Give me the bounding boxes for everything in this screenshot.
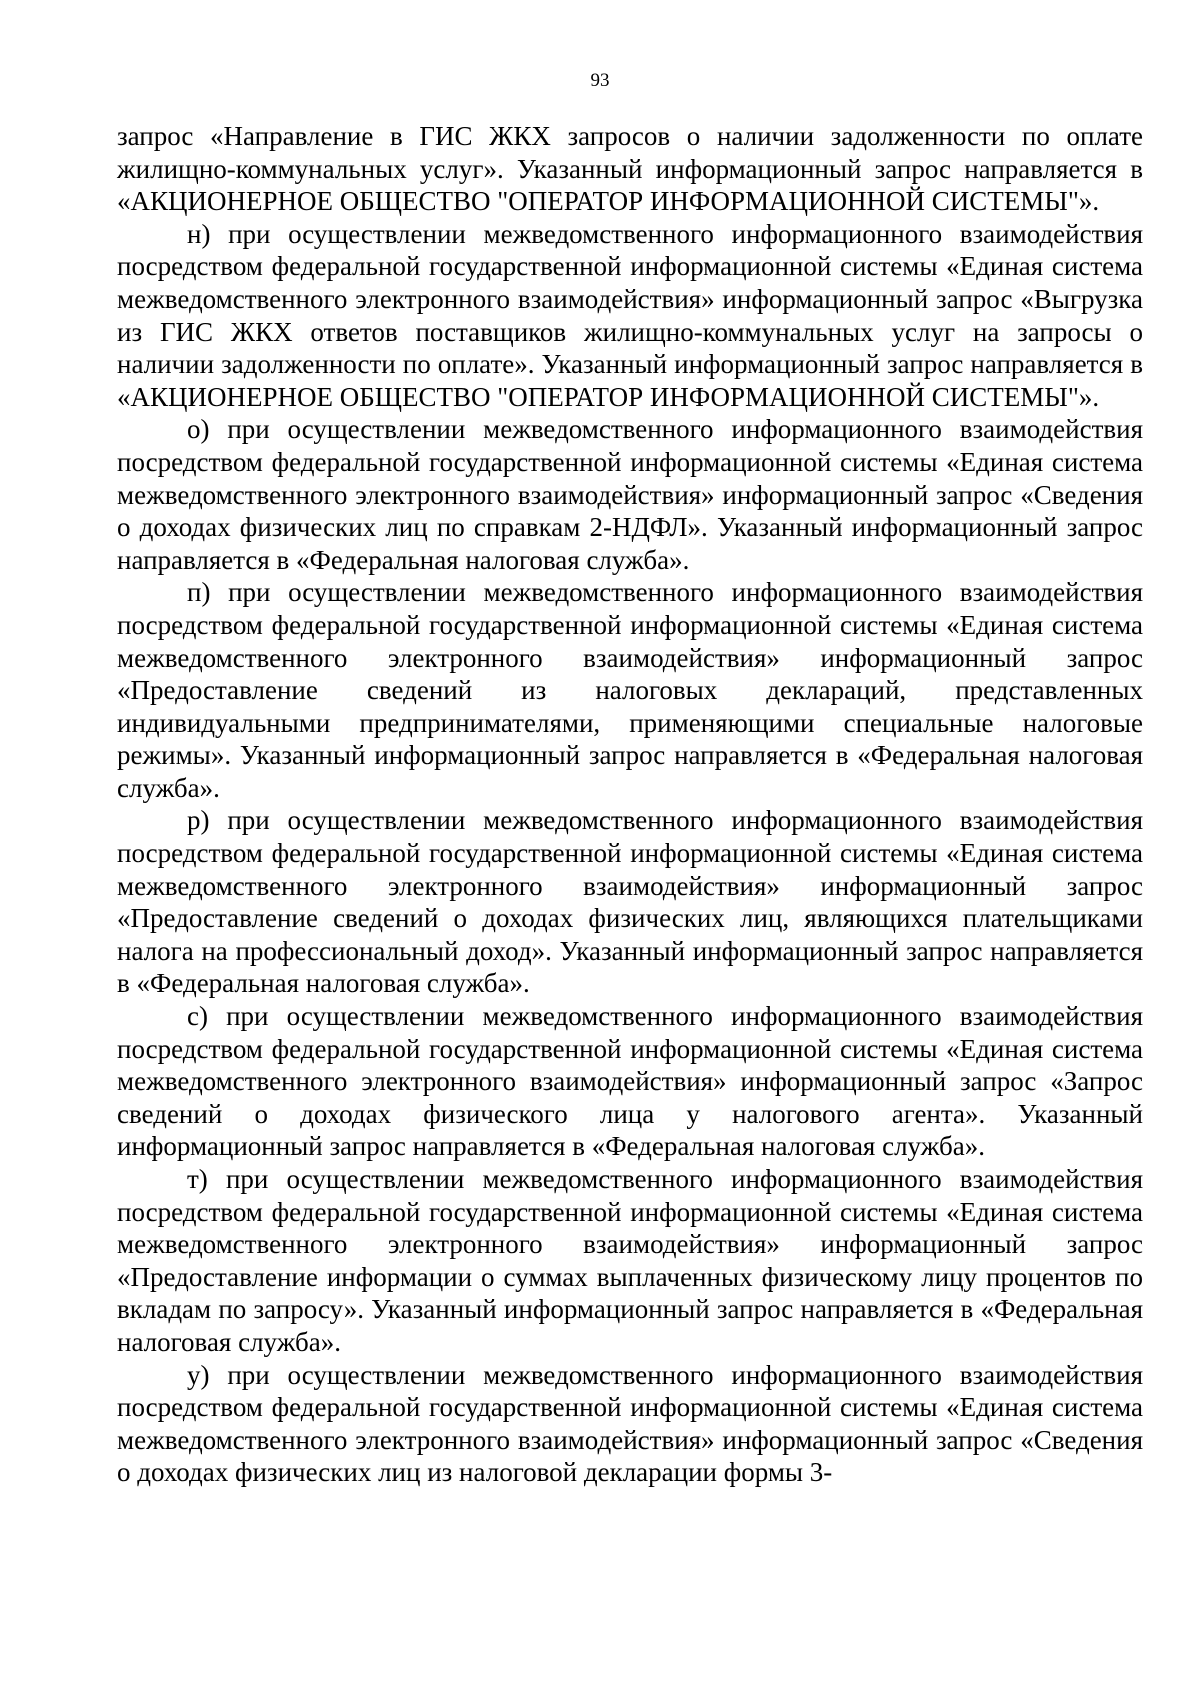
paragraph-continuation: запрос «Направление в ГИС ЖКХ запросов о наличии задолженности по оплате жилищно-коммунальных услуг». Указанный информационный запрос направляется в «АКЦИОНЕРНОЕ ОБЩЕСТВО "ОПЕРАТОР ИНФОРМАЦИОННОЙ СИСТЕМЫ"».	[117, 121, 1143, 217]
paragraph-p: п) при осуществлении межведомственного информационного взаимодействия посредством федеральной государственной информационной системы «Единая система межведомственного электронного взаимодействия» информационный запрос «Предоставление сведений из налоговых деклараций, представленных индивидуальными предпринимателями, применяющими специальные налоговые режимы». Указанный информационный запрос направляется в «Федеральная налоговая служба».	[117, 577, 1143, 803]
document-body	[117, 120, 1143, 1489]
paragraph-o: о) при осуществлении межведомственного информационного взаимодействия посредством федеральной государственной информационной системы «Единая система межведомственного электронного взаимодействия» информационный запрос «Сведения о доходах физических лиц по справкам 2-НДФЛ». Указанный информационный запрос направляется в «Федеральная налоговая служба».	[117, 414, 1143, 575]
page-number: 93	[590, 70, 610, 91]
paragraph-r: р) при осуществлении межведомственного информационного взаимодействия посредством федеральной государственной информационной системы «Единая система межведомственного электронного взаимодействия» информационный запрос «Предоставление сведений о доходах физических лиц, являющихся плательщиками налога на профессиональный доход». Указанный информационный запрос направляется в «Федеральная налоговая служба».	[117, 805, 1143, 999]
paragraph-s: с) при осуществлении межведомственного информационного взаимодействия посредством федеральной государственной информационной системы «Единая система межведомственного электронного взаимодействия» информационный запрос «Запрос сведений о доходах физического лица у налогового агента». Указанный информационный запрос направляется в «Федеральная налоговая служба».	[117, 1001, 1143, 1162]
paragraph-t: т) при осуществлении межведомственного информационного взаимодействия посредством федеральной государственной информационной системы «Единая система межведомственного электронного взаимодействия» информационный запрос «Предоставление информации о суммах выплаченных физическому лицу процентов по вкладам по запросу». Указанный информационный запрос направляется в «Федеральная налоговая служба».	[117, 1164, 1143, 1357]
paragraph-u: у) при осуществлении межведомственного информационного взаимодействия посредством федеральной государственной информационной системы «Единая система межведомственного электронного взаимодействия» информационный запрос «Сведения о доходах физических лиц из налоговой декларации формы 3-	[117, 1359, 1143, 1488]
paragraph-n: н) при осуществлении межведомственного информационного взаимодействия посредством федеральной государственной информационной системы «Единая система межведомственного электронного взаимодействия» информационный запрос «Выгрузка из ГИС ЖКХ ответов поставщиков жилищно-коммунальных услуг на запросы о наличии задолженности по оплате». Указанный информационный запрос направляется в «АКЦИОНЕРНОЕ ОБЩЕСТВО "ОПЕРАТОР ИНФОРМАЦИОННОЙ СИСТЕМЫ"».	[117, 218, 1143, 412]
